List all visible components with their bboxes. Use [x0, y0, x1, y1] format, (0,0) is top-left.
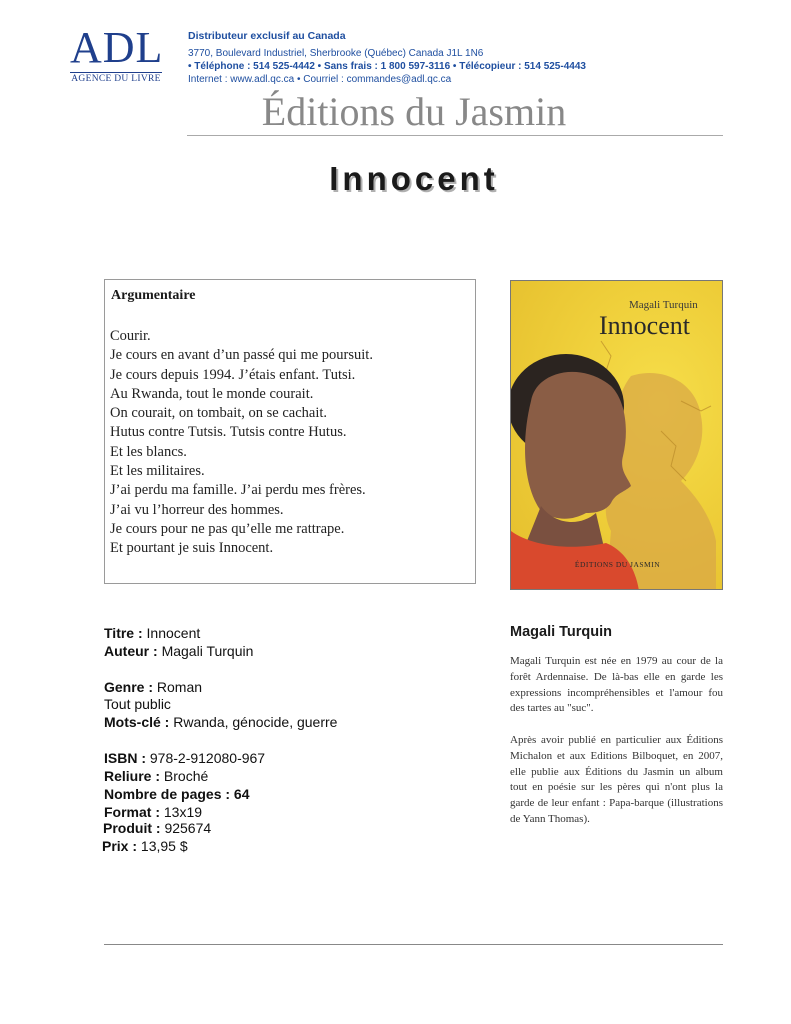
detail-value: 13x19	[163, 804, 203, 820]
argumentaire-heading: Argumentaire	[111, 288, 196, 303]
logo-rule	[70, 72, 162, 73]
detail-motscle	[104, 714, 337, 731]
detail-titre	[104, 625, 200, 642]
cover-author: Magali Turquin	[629, 299, 698, 311]
argumentaire-line: Courir.	[110, 328, 151, 344]
argumentaire-line: Et les militaires.	[110, 463, 205, 480]
argumentaire-line: Je cours en avant d’un passé qui me poursuit.	[110, 347, 373, 364]
detail-label: Titre :	[104, 625, 143, 641]
detail-prix	[102, 838, 188, 855]
detail-label: Auteur :	[104, 643, 158, 659]
logo-main-text: ADL	[70, 23, 164, 72]
detail-value: Rwanda, génocide, guerre	[173, 714, 338, 730]
argumentaire-line: Au Rwanda, tout le monde courait.	[110, 385, 314, 402]
bio-author-name: Magali Turquin	[510, 624, 613, 640]
detail-value: 925674	[164, 820, 212, 836]
detail-label: Reliure :	[104, 768, 161, 784]
detail-format	[104, 804, 202, 821]
internet-line: Internet : www.adl.qc.ca • Courriel : commandes@adl.qc.ca	[188, 74, 452, 85]
detail-label: Format :	[104, 804, 160, 820]
detail-value: Broché	[163, 768, 209, 784]
argumentaire-line: Et les blancs.	[110, 443, 187, 460]
argumentaire-line: J’ai vu l’horreur des hommes.	[110, 501, 284, 518]
detail-public	[104, 696, 171, 713]
logo-sub-text: AGENCE DU LIVRE	[71, 74, 161, 84]
distributor-info	[188, 30, 586, 86]
argumentaire-text	[110, 327, 373, 559]
detail-isbn	[104, 750, 265, 767]
argumentaire-line: J’ai perdu ma famille. J’ai perdu mes frères.	[110, 482, 366, 499]
detail-label: Prix :	[102, 838, 138, 854]
argumentaire-line: Et pourtant je suis Innocent.	[110, 540, 274, 557]
adl-logo	[70, 23, 165, 84]
detail-label: Genre :	[104, 679, 154, 695]
argumentaire-line: Hutus contre Tutsis. Tutsis contre Hutus.	[110, 424, 347, 441]
detail-auteur	[104, 643, 253, 660]
argumentaire-line: Je cours depuis 1994. J’étais enfant. Tutsi.	[110, 366, 356, 383]
detail-value: Tout public	[104, 696, 171, 712]
book-cover-image	[510, 280, 723, 590]
bio-paragraph-1: Magali Turquin est née en 1979 au cour de la forêt Ardennaise. De là-bas elle en garde les expressions incompréhensibles et l'amour fou des tartes au "suc".	[510, 655, 723, 715]
detail-reliure	[104, 768, 208, 785]
detail-value: 13,95 $	[140, 838, 188, 854]
detail-value: Magali Turquin	[161, 643, 254, 659]
header-divider	[187, 135, 723, 136]
detail-value: 978-2-912080-967	[149, 750, 266, 766]
detail-label: Mots-clé :	[104, 714, 170, 730]
bio-paragraph-2: Après avoir publié en particulier aux Éditions Michalon et aux Editions Bilboquet, en 2007, elle publie aux Éditions du Jasmin un album tout en poésie sur les pères qui n'ont plus la garde de leur enfant : Papa-barque (illustrations de Yann Thomas).	[510, 734, 723, 825]
detail-pages	[104, 786, 250, 803]
publisher-name: Éditions du Jasmin	[261, 89, 567, 134]
detail-value: Roman	[156, 679, 203, 695]
detail-label: ISBN :	[104, 750, 146, 766]
book-title: Innocent	[329, 160, 499, 197]
detail-genre	[104, 679, 202, 696]
cover-publisher: ÉDITIONS DU JASMIN	[574, 560, 661, 569]
detail-produit	[103, 820, 211, 837]
detail-label: Nombre de pages : 64	[104, 786, 250, 802]
address-line: 3770, Boulevard Industriel, Sherbrooke (Québec) Canada J1L 1N6	[188, 48, 484, 59]
detail-value: Innocent	[146, 625, 201, 641]
detail-label: Produit :	[103, 820, 161, 836]
argumentaire-line: On courait, on tombait, on se cachait.	[110, 405, 328, 422]
phone-line: • Téléphone : 514 525-4442 • Sans frais : 1 800 597-3116 • Télécopieur : 514 525-4443	[188, 61, 586, 72]
cover-title: Innocent	[599, 311, 690, 340]
distributor-label: Distributeur exclusif au Canada	[188, 30, 346, 42]
argumentaire-line: Je cours pour ne pas qu’elle me rattrape.	[110, 520, 345, 537]
footer-divider	[104, 944, 723, 945]
